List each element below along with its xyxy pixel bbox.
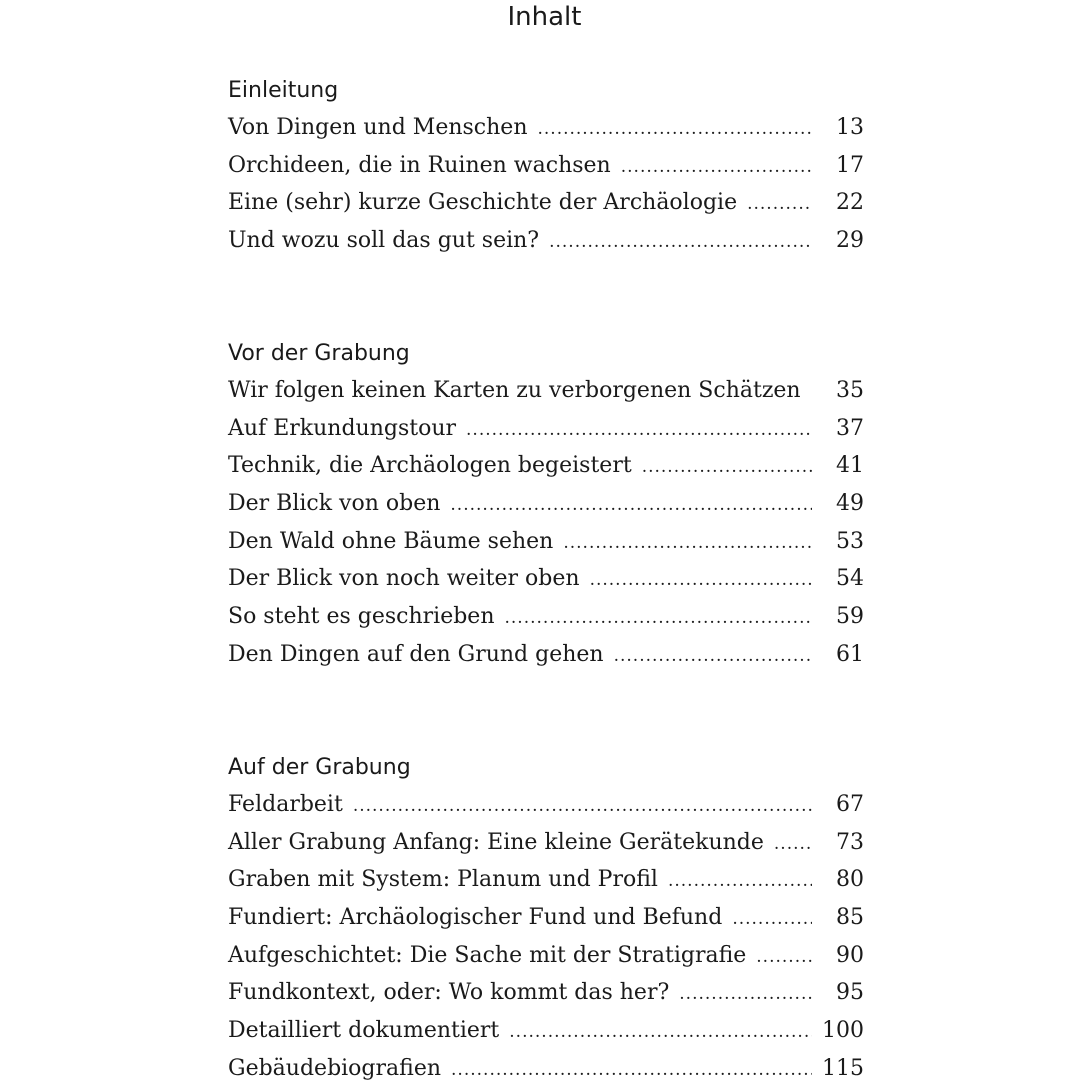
toc-entry[interactable]: [228, 865, 864, 903]
entry-page-number: 95: [836, 980, 864, 1006]
entry-title: So steht es geschrieben: [228, 604, 495, 630]
dot-leader: [450, 490, 812, 520]
toc-entry[interactable]: [228, 489, 864, 527]
dot-leader: [549, 227, 812, 257]
entry-title: Feldarbeit: [228, 792, 343, 817]
entry-title: Der Blick von noch weiter oben: [228, 566, 580, 592]
entry-title: Und wozu soll das gut sein?: [228, 228, 540, 254]
toc-section-einleitung: [228, 77, 864, 264]
toc-entry[interactable]: [228, 1016, 864, 1054]
dot-leader: [590, 565, 812, 595]
toc-entry[interactable]: [228, 113, 864, 151]
dot-leader: [811, 377, 812, 407]
entry-page-number: 13: [836, 115, 864, 140]
dot-leader: [756, 942, 812, 972]
entry-page-number: 85: [836, 905, 864, 931]
entry-page-number: 54: [836, 566, 864, 592]
page-title: Inhalt: [507, 2, 582, 32]
entry-page-number: 37: [836, 415, 864, 441]
entry-page-number: 35: [836, 378, 864, 403]
dot-leader: [621, 152, 812, 182]
toc-entry[interactable]: [228, 527, 864, 565]
entry-page-number: 53: [836, 528, 864, 554]
dot-leader: [466, 415, 812, 445]
dot-leader: [505, 603, 813, 633]
toc-entry[interactable]: [228, 1054, 864, 1092]
entry-title: Detailliert dokumentiert: [228, 1018, 500, 1044]
entry-page-number: 49: [836, 491, 864, 517]
entry-title: Aller Grabung Anfang: Eine kleine Gerätekunde: [228, 829, 764, 855]
toc-entry[interactable]: [228, 978, 864, 1016]
entry-page-number: 29: [836, 228, 864, 254]
dot-leader: [614, 641, 812, 671]
entry-title: Graben mit System: Planum und Profil: [228, 867, 658, 893]
dot-leader: [451, 1055, 812, 1085]
toc-entry[interactable]: [228, 903, 864, 941]
entry-title: Den Dingen auf den Grund gehen: [228, 641, 604, 667]
toc-entry[interactable]: [228, 151, 864, 189]
toc-entry[interactable]: [228, 451, 864, 489]
dot-leader: [509, 1017, 812, 1047]
entry-title: Fundkontext, oder: Wo kommt das her?: [228, 980, 670, 1006]
toc-entry[interactable]: [228, 414, 864, 452]
dot-leader: [747, 189, 812, 219]
entry-page-number: 59: [836, 604, 864, 630]
entry-page-number: 80: [836, 867, 864, 893]
toc-entry[interactable]: [228, 640, 864, 678]
section-heading: Einleitung: [228, 78, 339, 103]
entry-page-number: 67: [836, 792, 864, 817]
toc-entry[interactable]: [228, 226, 864, 264]
entry-title: Auf Erkundungstour: [228, 415, 457, 441]
section-heading: Vor der Grabung: [228, 341, 410, 366]
dot-leader: [774, 829, 812, 859]
entry-title: Aufgeschichtet: Die Sache mit der Stratigrafie: [228, 942, 747, 968]
dot-leader: [732, 904, 812, 934]
dot-leader: [353, 791, 812, 821]
dot-leader: [642, 452, 812, 482]
toc-entry[interactable]: [228, 790, 864, 828]
entry-page-number: 90: [836, 942, 864, 968]
entry-page-number: 100: [822, 1018, 864, 1044]
section-heading: Auf der Grabung: [228, 755, 411, 780]
entry-title: Orchideen, die in Ruinen wachsen: [228, 152, 611, 178]
entry-page-number: 41: [836, 453, 864, 479]
dot-leader: [537, 114, 812, 144]
entry-title: Eine (sehr) kurze Geschichte der Archäologie: [228, 190, 738, 216]
entry-title: Von Dingen und Menschen: [228, 115, 528, 140]
entry-title: Gebäudebiografien: [228, 1055, 442, 1081]
entry-title: Fundiert: Archäologischer Fund und Befund: [228, 905, 723, 931]
entry-title: Der Blick von oben: [228, 491, 441, 517]
entry-page-number: 73: [836, 829, 864, 855]
dot-leader: [668, 866, 812, 896]
dot-leader: [563, 528, 812, 558]
toc-entry[interactable]: [228, 602, 864, 640]
toc-section-vor-der-grabung: [228, 340, 864, 678]
entry-title: Wir folgen keinen Karten zu verborgenen Schätzen: [228, 378, 801, 403]
toc-section-auf-der-grabung: [228, 754, 864, 1092]
entry-page-number: 61: [836, 641, 864, 667]
entry-page-number: 115: [822, 1055, 864, 1081]
entry-title: Den Wald ohne Bäume sehen: [228, 528, 554, 554]
toc-entry[interactable]: [228, 828, 864, 866]
entry-page-number: 22: [836, 190, 864, 216]
toc-entry[interactable]: [228, 564, 864, 602]
dot-leader: [679, 979, 812, 1009]
toc-entry[interactable]: [228, 376, 864, 414]
toc-entry[interactable]: [228, 941, 864, 979]
entry-title: Technik, die Archäologen begeistert: [228, 453, 632, 479]
entry-page-number: 17: [836, 152, 864, 178]
toc-entry[interactable]: [228, 188, 864, 226]
